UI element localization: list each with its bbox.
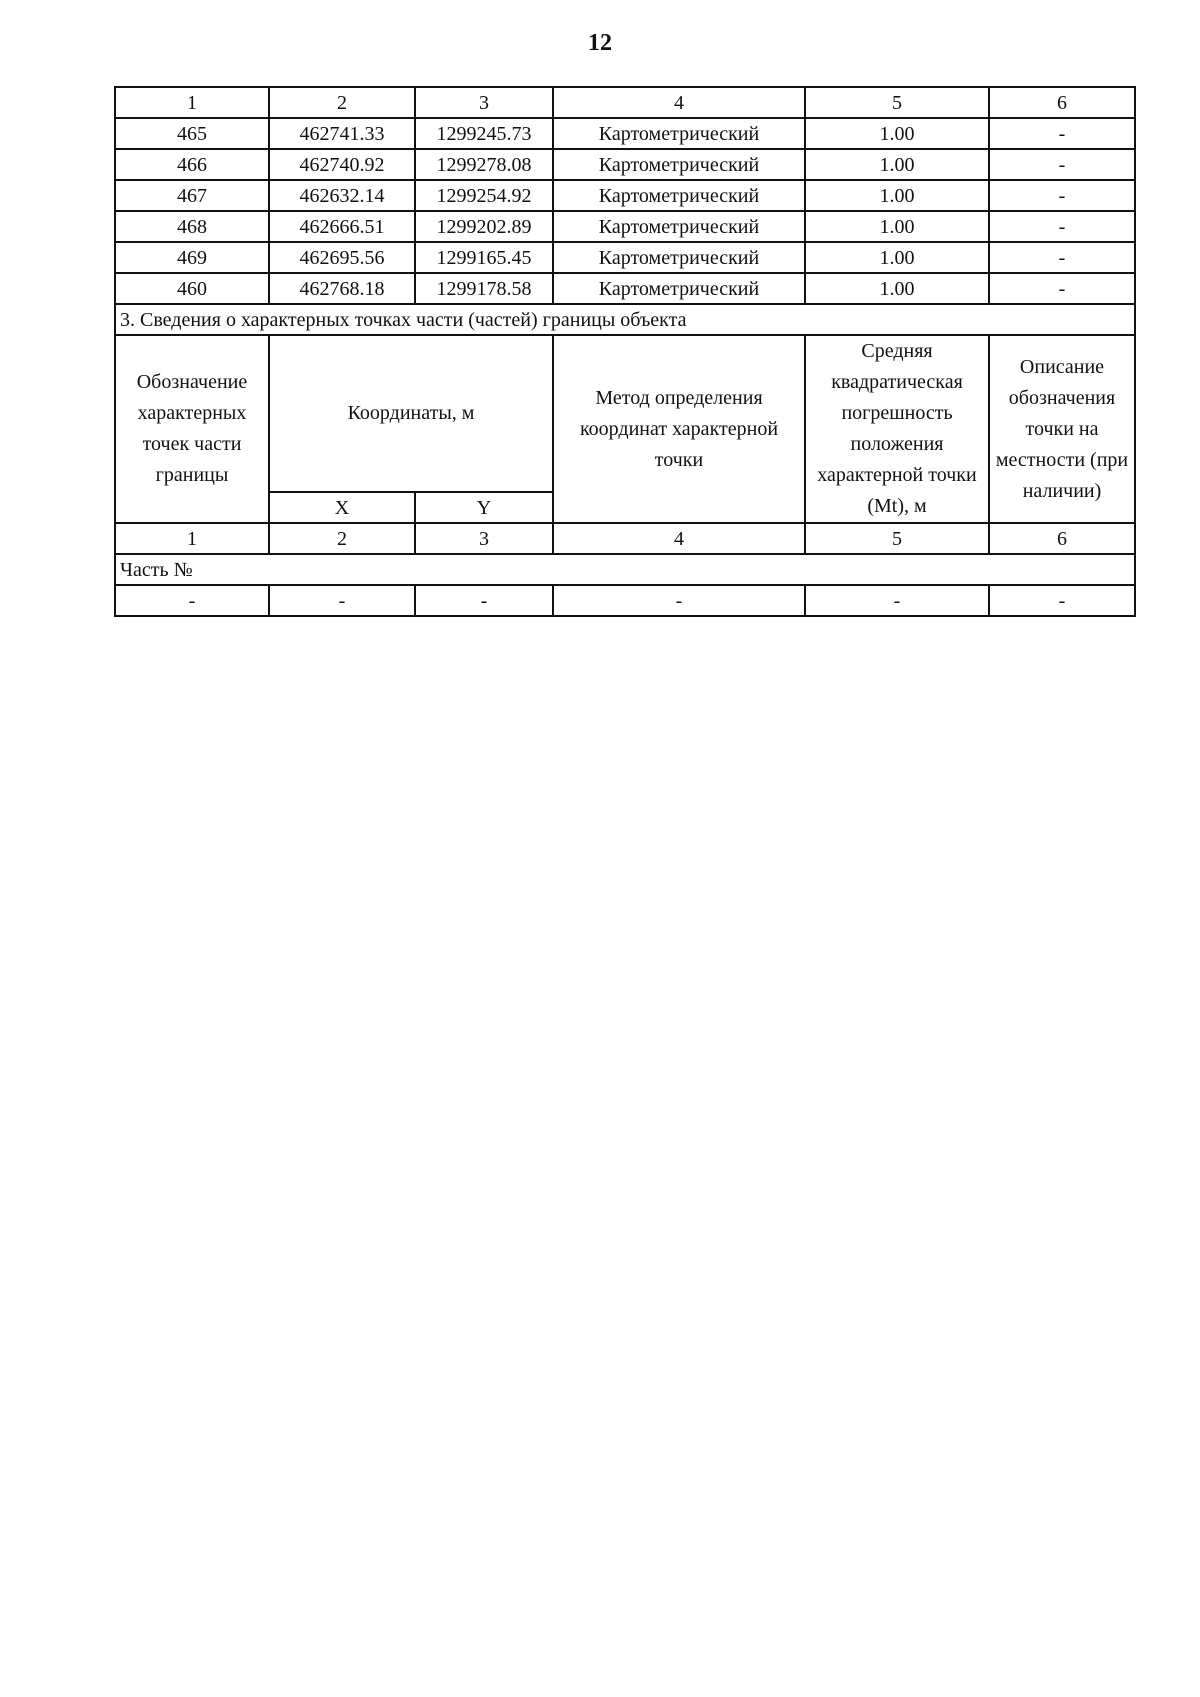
header-x: X: [269, 492, 415, 523]
method-cell: Картометрический: [553, 149, 805, 180]
x-coordinate-cell: 462632.14: [269, 180, 415, 211]
page-number: 12: [588, 30, 612, 56]
table-row: [115, 585, 1135, 616]
column-number-cell: 3: [415, 523, 553, 554]
method-cell: Картометрический: [553, 211, 805, 242]
description-cell: -: [989, 118, 1135, 149]
column-number-row: [115, 87, 1135, 118]
point-id-cell: 460: [115, 273, 269, 304]
error-cell: 1.00: [805, 149, 989, 180]
point-id-cell: 465: [115, 118, 269, 149]
column-number-cell: 1: [115, 87, 269, 118]
part-label-row: [115, 554, 1135, 585]
column-number-cell: 2: [269, 87, 415, 118]
empty-cell: -: [553, 585, 805, 616]
table-row: [115, 273, 1135, 304]
description-cell: -: [989, 211, 1135, 242]
column-number-cell: 4: [553, 523, 805, 554]
empty-cell: -: [115, 585, 269, 616]
table-row: [115, 149, 1135, 180]
table-row: [115, 180, 1135, 211]
column-number-cell: 4: [553, 87, 805, 118]
empty-cell: -: [989, 585, 1135, 616]
y-coordinate-cell: 1299165.45: [415, 242, 553, 273]
column-number-cell: 1: [115, 523, 269, 554]
header-coordinates: Координаты, м: [269, 335, 553, 492]
column-number-row: [115, 523, 1135, 554]
x-coordinate-cell: 462740.92: [269, 149, 415, 180]
point-id-cell: 466: [115, 149, 269, 180]
point-id-cell: 468: [115, 211, 269, 242]
error-cell: 1.00: [805, 273, 989, 304]
description-cell: -: [989, 273, 1135, 304]
y-coordinate-cell: 1299278.08: [415, 149, 553, 180]
y-coordinate-cell: 1299245.73: [415, 118, 553, 149]
error-cell: 1.00: [805, 118, 989, 149]
empty-cell: -: [269, 585, 415, 616]
table-row: [115, 211, 1135, 242]
header-method: Метод определения координат характерной точки: [553, 335, 805, 523]
table-row: [115, 118, 1135, 149]
method-cell: Картометрический: [553, 242, 805, 273]
y-coordinate-cell: 1299202.89: [415, 211, 553, 242]
x-coordinate-cell: 462695.56: [269, 242, 415, 273]
error-cell: 1.00: [805, 211, 989, 242]
boundary-points-table: [114, 86, 1136, 617]
header-designation: Обозначение характерных точек части границы: [115, 335, 269, 523]
point-id-cell: 467: [115, 180, 269, 211]
section-title-row: [115, 304, 1135, 335]
header-description: Описание обозначения точки на местности (при наличии): [989, 335, 1135, 523]
description-cell: -: [989, 242, 1135, 273]
method-cell: Картометрический: [553, 273, 805, 304]
x-coordinate-cell: 462768.18: [269, 273, 415, 304]
section-title: 3. Сведения о характерных точках части (частей) границы объекта: [115, 304, 1135, 335]
point-id-cell: 469: [115, 242, 269, 273]
x-coordinate-cell: 462666.51: [269, 211, 415, 242]
y-coordinate-cell: 1299178.58: [415, 273, 553, 304]
error-cell: 1.00: [805, 242, 989, 273]
column-number-cell: 5: [805, 523, 989, 554]
table-row: [115, 242, 1135, 273]
error-cell: 1.00: [805, 180, 989, 211]
method-cell: Картометрический: [553, 118, 805, 149]
description-cell: -: [989, 149, 1135, 180]
header-error: Средняя квадратическая погрешность положения характерной точки (Mt), м: [805, 335, 989, 523]
description-cell: -: [989, 180, 1135, 211]
column-number-cell: 6: [989, 523, 1135, 554]
empty-cell: -: [415, 585, 553, 616]
x-coordinate-cell: 462741.33: [269, 118, 415, 149]
column-number-cell: 5: [805, 87, 989, 118]
empty-cell: -: [805, 585, 989, 616]
section-header-row: [115, 335, 1135, 492]
column-number-cell: 6: [989, 87, 1135, 118]
part-label: Часть №: [115, 554, 1135, 585]
method-cell: Картометрический: [553, 180, 805, 211]
column-number-cell: 3: [415, 87, 553, 118]
y-coordinate-cell: 1299254.92: [415, 180, 553, 211]
column-number-cell: 2: [269, 523, 415, 554]
header-y: Y: [415, 492, 553, 523]
